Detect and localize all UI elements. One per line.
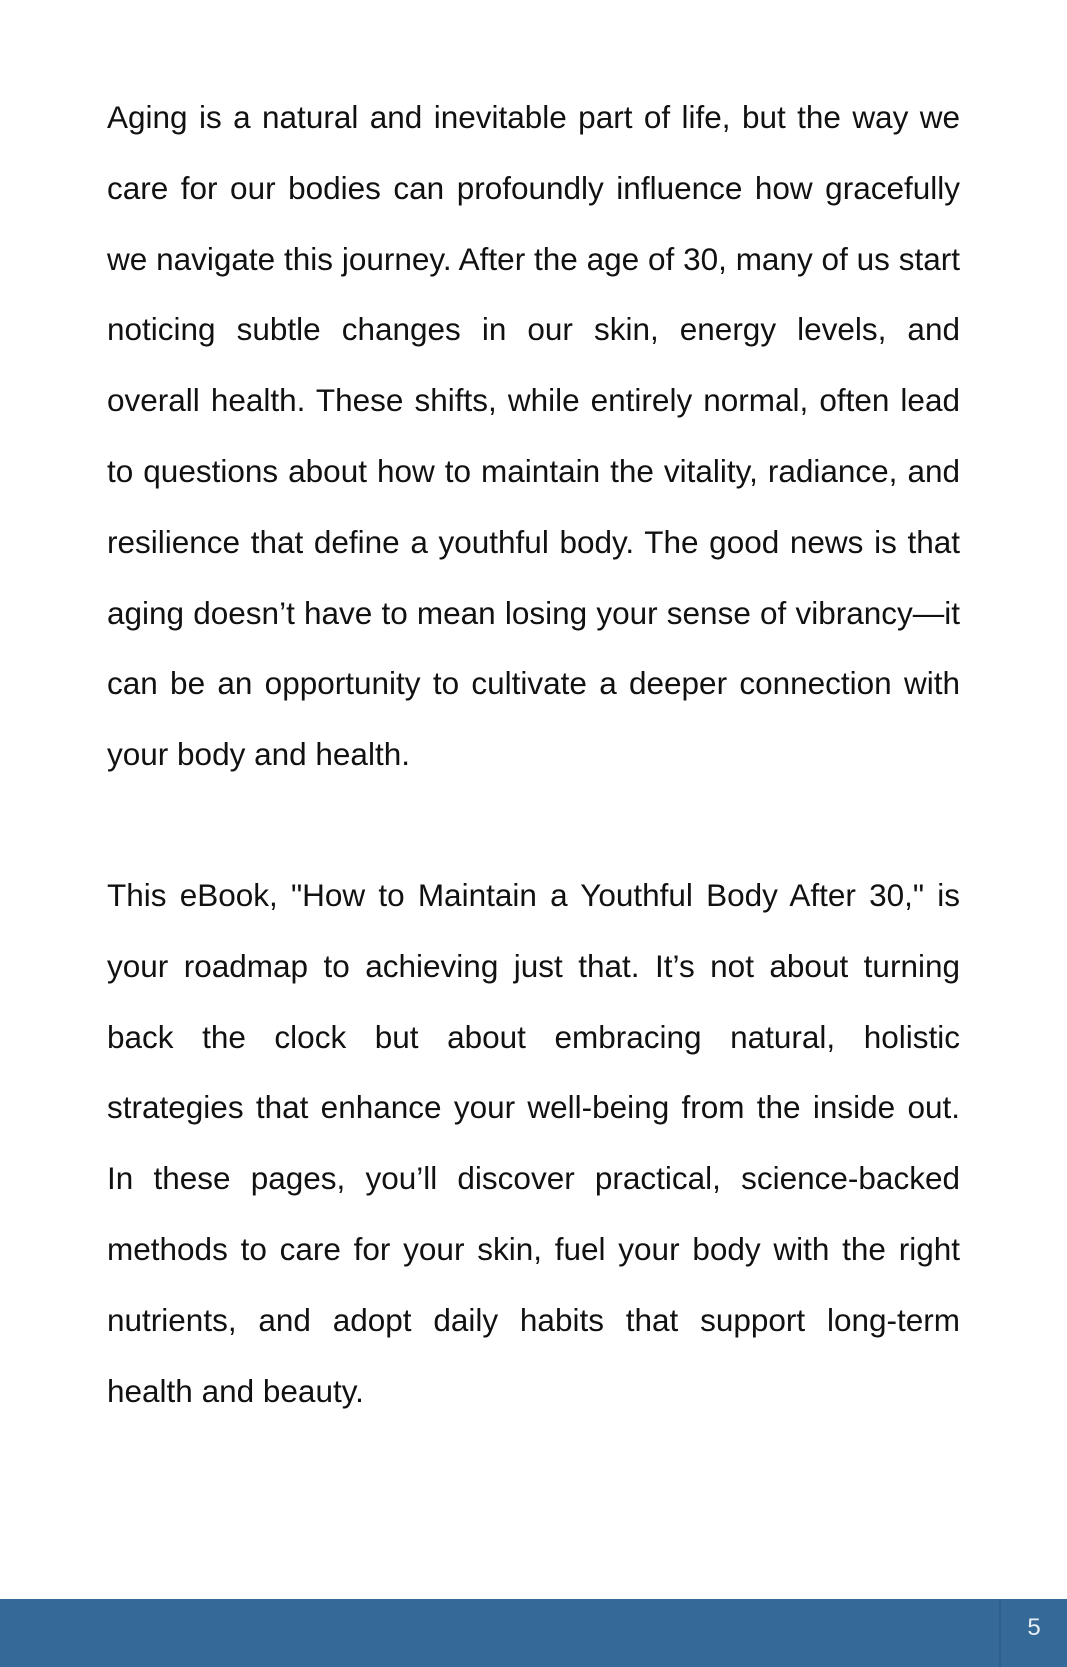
intro-paragraph: Aging is a natural and inevitable part of life, but the way we care for our bodies can profoundly influence how gracefully we navigate this journey. After the age of 30, many of us start noticing subtle changes in our skin, energy levels, and overall health. These shifts, while entirely normal, often lead to questions about how to maintain the vitality, radiance, and resilience that define a youthful body. The good news is that aging doesn’t have to mean losing your sense of vibrancy—it can be an opportunity to cultivate a deeper connection with your body and health.	[107, 99, 960, 773]
page-number: 5	[1027, 1614, 1041, 1641]
document-body	[107, 82, 960, 1426]
ebook-overview-paragraph: This eBook, "How to Maintain a Youthful Body After 30," is your roadmap to achieving just that. It’s not about turning back the clock but about embracing natural, holistic strategies that enhance your well-being from the inside out. In these pages, you’ll discover practical, science-backed methods to care for your skin, fuel your body with the right nutrients, and adopt daily habits that support long-term health and beauty.	[107, 876, 960, 1409]
footer-bar	[0, 1599, 1067, 1667]
